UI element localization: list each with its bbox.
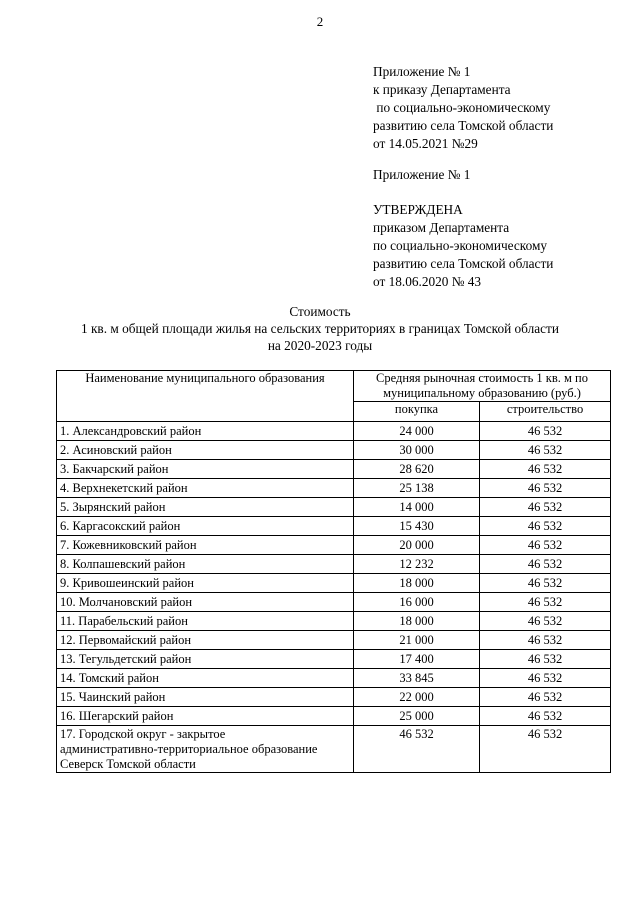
table-row [57,574,611,593]
construction-cost: 46 532 [480,422,611,441]
table-row [57,441,611,460]
municipality-name: 11. Парабельский район [57,612,354,631]
cost-table [56,370,611,773]
table-body [57,422,611,726]
purchase-cost: 21 000 [354,631,480,650]
construction-cost: 46 532 [480,574,611,593]
construction-cost: 46 532 [480,726,611,773]
purchase-cost: 15 430 [354,517,480,536]
appendix-line: к приказу Департамента [373,82,511,97]
title-line: Стоимость [289,304,351,319]
construction-cost: 46 532 [480,479,611,498]
table-row [57,707,611,726]
table-row [57,479,611,498]
municipality-name: 3. Бакчарский район [57,460,354,479]
title-line: на 2020-2023 годы [267,338,373,353]
purchase-cost: 46 532 [354,726,480,773]
purchase-cost: 30 000 [354,441,480,460]
title-line: 1 кв. м общей площади жилья на сельских территориях в границах Томской области [81,321,559,336]
purchase-cost: 28 620 [354,460,480,479]
table-row [57,631,611,650]
purchase-cost: 16 000 [354,593,480,612]
purchase-cost: 12 232 [354,555,480,574]
appendix-block-label [373,166,633,184]
table-row [57,498,611,517]
municipality-name: 7. Кожевниковский район [57,536,354,555]
purchase-cost: 24 000 [354,422,480,441]
header-average-cost: Средняя рыночная стоимость 1 кв. м по муниципальному образованию (руб.) [354,371,611,402]
construction-cost: 46 532 [480,612,611,631]
page-number: 2 [316,14,324,29]
table-row [57,422,611,441]
municipality-name: 1. Александровский район [57,422,354,441]
municipality-name: 16. Шегарский район [57,707,354,726]
table-row [57,536,611,555]
appendix-line: Приложение № 1 [373,64,471,79]
construction-cost: 46 532 [480,631,611,650]
appendix-line: от 14.05.2021 №29 [373,136,478,151]
appendix-line: Приложение № 1 [373,167,471,182]
table-row [57,517,611,536]
municipality-name: 4. Верхнекетский район [57,479,354,498]
header-purchase: покупка [354,402,480,422]
purchase-cost: 17 400 [354,650,480,669]
approval-block [373,201,633,291]
municipality-name: 5. Зырянский район [57,498,354,517]
purchase-cost: 25 000 [354,707,480,726]
approval-line: развитию села Томской области [373,256,554,271]
municipality-name: 8. Колпашевский район [57,555,354,574]
construction-cost: 46 532 [480,441,611,460]
municipality-name: 10. Молчановский район [57,593,354,612]
header-construction: строительство [480,402,611,422]
document-title [0,303,640,354]
construction-cost: 46 532 [480,517,611,536]
purchase-cost: 18 000 [354,574,480,593]
purchase-cost: 22 000 [354,688,480,707]
purchase-cost: 18 000 [354,612,480,631]
municipality-name: 2. Асиновский район [57,441,354,460]
name-line: административно-территориальное образование [60,742,318,756]
table-row [57,669,611,688]
table-row [57,460,611,479]
municipality-name: 13. Тегульдетский район [57,650,354,669]
header-municipality: Наименование муниципального образования [57,371,354,422]
municipality-name: 14. Томский район [57,669,354,688]
construction-cost: 46 532 [480,707,611,726]
name-line: Северск Томской области [60,757,196,771]
municipality-name: 6. Каргасокский район [57,517,354,536]
name-line: 17. Городской округ - закрытое [60,727,226,741]
approval-line: УТВЕРЖДЕНА [373,202,463,217]
construction-cost: 46 532 [480,593,611,612]
approval-line: по социально-экономическому [373,238,548,253]
table-row [57,688,611,707]
purchase-cost: 20 000 [354,536,480,555]
table-row [57,726,611,773]
table-row [57,555,611,574]
construction-cost: 46 532 [480,555,611,574]
construction-cost: 46 532 [480,650,611,669]
appendix-block-order-2021 [373,63,633,153]
approval-line: от 18.06.2020 № 43 [373,274,482,289]
municipality-name: 12. Первомайский район [57,631,354,650]
appendix-line: по социально-экономическому [373,100,551,115]
construction-cost: 46 532 [480,460,611,479]
municipality-name: 15. Чаинский район [57,688,354,707]
appendix-line: развитию села Томской области [373,118,554,133]
purchase-cost: 33 845 [354,669,480,688]
municipality-name [57,726,354,773]
table-row [57,612,611,631]
purchase-cost: 25 138 [354,479,480,498]
municipality-name: 9. Кривошеинский район [57,574,354,593]
purchase-cost: 14 000 [354,498,480,517]
approval-line: приказом Департамента [373,220,510,235]
table-row [57,593,611,612]
construction-cost: 46 532 [480,669,611,688]
construction-cost: 46 532 [480,688,611,707]
construction-cost: 46 532 [480,536,611,555]
construction-cost: 46 532 [480,498,611,517]
table-row [57,650,611,669]
